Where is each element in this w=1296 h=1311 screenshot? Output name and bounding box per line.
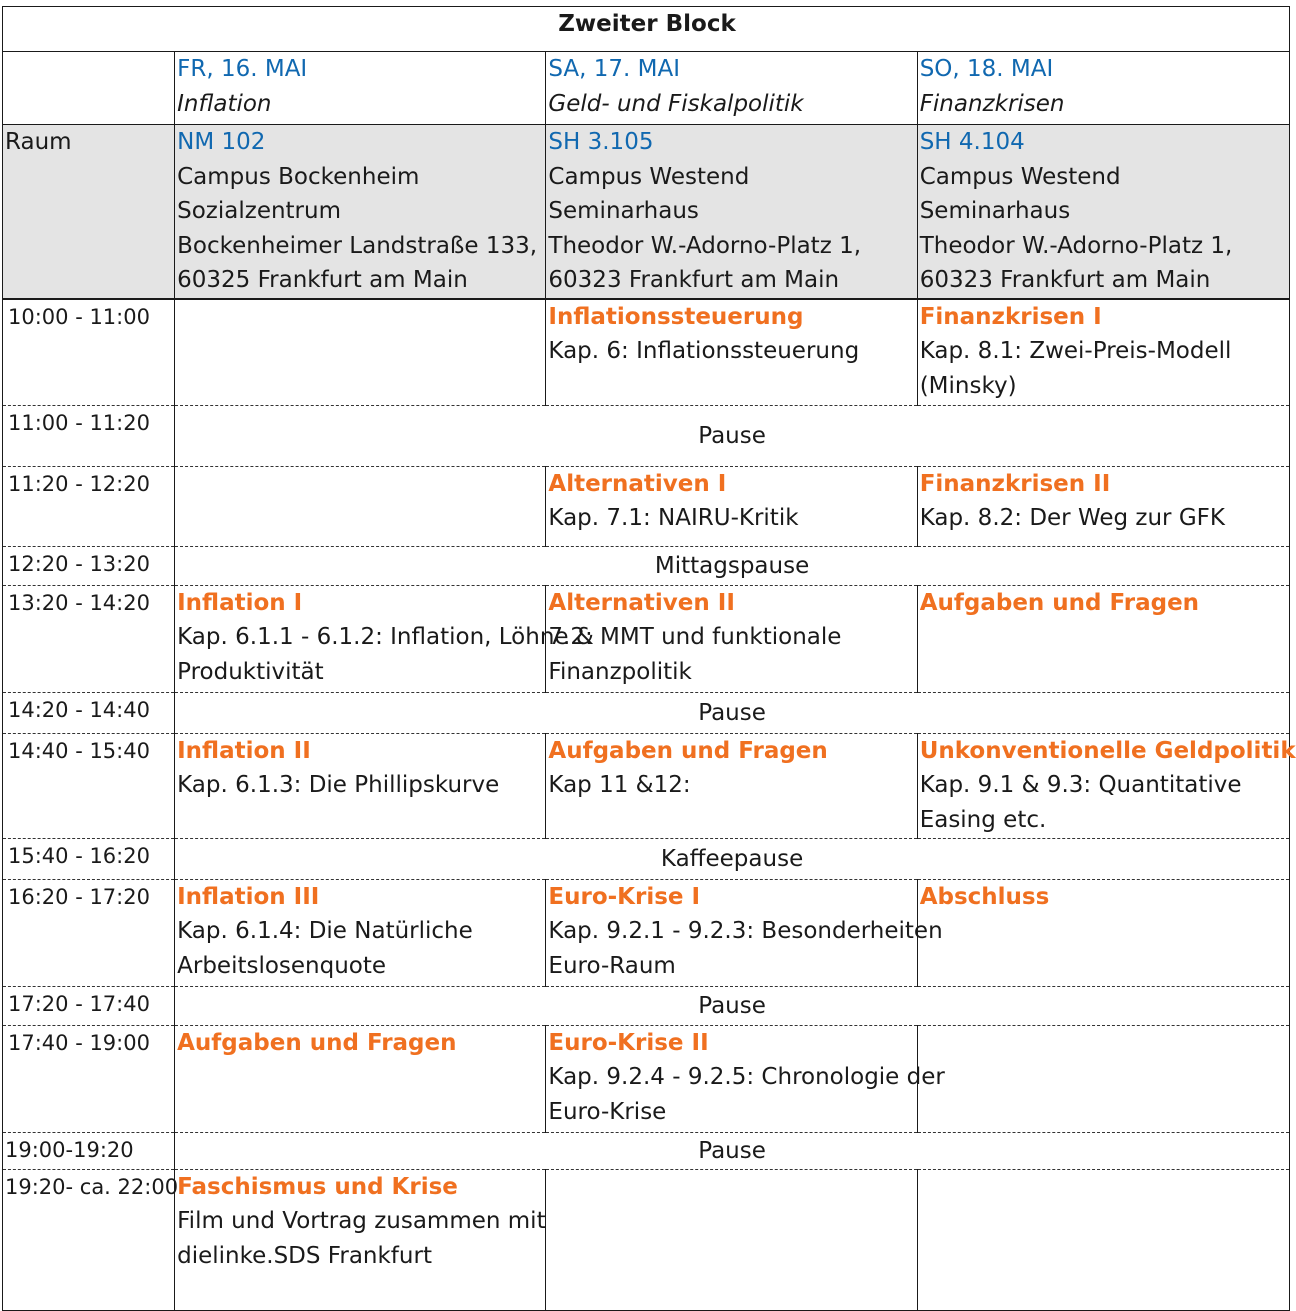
session-row xyxy=(3,733,1290,838)
session-title: Faschismus und Krise xyxy=(177,1173,458,1200)
time-cell: 12:20 - 13:20 xyxy=(3,546,175,585)
session-title: Aufgaben und Fragen xyxy=(177,1029,457,1056)
session-detail: Arbeitslosenquote xyxy=(177,952,387,979)
day-theme: Geld- und Fiskalpolitik xyxy=(548,90,804,117)
time-cell: 15:40 - 16:20 xyxy=(3,838,175,879)
session-detail: 7.2: MMT und funktionale xyxy=(548,624,842,650)
room-address-line: 60323 Frankfurt am Main xyxy=(919,267,1211,293)
empty-header-cell xyxy=(3,52,175,125)
room-address-line: Campus Westend xyxy=(548,163,750,190)
session-detail: Kap. 6: Inflationssteuerung xyxy=(548,338,860,364)
title-row xyxy=(3,7,1290,52)
session-cell xyxy=(175,585,594,692)
session-title: Alternativen II xyxy=(548,589,735,616)
time-cell: 19:20- ca. 22:00 xyxy=(3,1169,175,1310)
break-label: Pause xyxy=(698,992,766,1019)
session-row xyxy=(3,879,1290,986)
session-cell xyxy=(546,1169,917,1310)
session-cell xyxy=(546,299,917,406)
room-address-line: Seminarhaus xyxy=(548,198,699,224)
session-detail: (Minsky) xyxy=(919,372,1017,399)
session-cell xyxy=(546,879,943,986)
page-title: Zweiter Block xyxy=(3,7,1290,52)
session-detail: Kap. 6.1.4: Die Natürliche xyxy=(177,918,473,944)
room-address-line: 60325 Frankfurt am Main xyxy=(177,267,468,293)
break-label: Pause xyxy=(698,422,766,449)
session-detail: Kap. 8.2: Der Weg zur GFK xyxy=(919,505,1225,531)
session-title: Abschluss xyxy=(919,883,1050,910)
room-address-line: Campus Westend xyxy=(919,163,1121,190)
time-cell: 16:20 - 17:20 xyxy=(3,879,175,986)
pause-row xyxy=(3,838,1290,879)
session-detail: Finanzpolitik xyxy=(548,658,692,685)
session-cell xyxy=(175,466,546,546)
session-cell xyxy=(175,1025,546,1132)
day-header-row xyxy=(3,52,1290,125)
pause-row xyxy=(3,692,1290,733)
day-date: SA, 17. MAI xyxy=(548,56,681,82)
session-title: Inflation II xyxy=(177,737,311,764)
break-cell xyxy=(175,838,1290,879)
session-title: Inflation I xyxy=(177,589,303,616)
schedule-table xyxy=(2,6,1296,1311)
session-cell xyxy=(917,1025,1289,1132)
time-cell: 13:20 - 14:20 xyxy=(3,585,175,692)
pause-row xyxy=(3,986,1290,1025)
session-detail: Kap. 6.1.3: Die Phillipskurve xyxy=(177,772,500,798)
room-code: NM 102 xyxy=(177,129,266,155)
session-title: Unkonventionelle Geldpolitik xyxy=(919,737,1296,764)
session-cell xyxy=(546,733,917,838)
room-row xyxy=(3,125,1290,299)
session-cell xyxy=(917,466,1289,546)
session-detail: Easing etc. xyxy=(919,806,1047,833)
session-detail: Kap 11 &12: xyxy=(548,772,691,798)
day-header xyxy=(175,52,546,125)
time-cell: 10:00 - 11:00 xyxy=(3,299,175,406)
session-cell xyxy=(175,1169,546,1310)
session-detail: Kap. 9.2.1 - 9.2.3: Besonderheiten xyxy=(548,918,943,944)
session-cell xyxy=(546,466,917,546)
pause-row xyxy=(3,546,1290,585)
session-title: Inflation III xyxy=(177,883,320,910)
session-row xyxy=(3,1169,1290,1310)
day-theme: Finanzkrisen xyxy=(919,90,1065,117)
break-label: Mittagspause xyxy=(654,552,810,579)
break-cell xyxy=(175,546,1290,585)
session-title: Aufgaben und Fragen xyxy=(548,737,828,764)
break-cell xyxy=(175,986,1290,1025)
room-address-line: Bockenheimer Landstraße 133, xyxy=(177,232,538,259)
session-detail: dielinke.SDS Frankfurt xyxy=(177,1242,432,1269)
session-row xyxy=(3,466,1290,546)
pause-row xyxy=(3,1132,1290,1169)
day-date: SO, 18. MAI xyxy=(919,56,1054,82)
time-cell: 14:20 - 14:40 xyxy=(3,692,175,733)
session-cell xyxy=(546,1025,945,1132)
room-address-line: Theodor W.-Adorno-Platz 1, xyxy=(548,232,862,259)
day-header xyxy=(546,52,917,125)
room-address-line: Sozialzentrum xyxy=(177,198,341,224)
room-cell xyxy=(175,125,546,299)
session-title: Inflationssteuerung xyxy=(548,303,804,330)
session-cell xyxy=(546,585,917,692)
session-detail: Kap. 9.1 & 9.3: Quantitative xyxy=(919,772,1242,798)
session-row xyxy=(3,299,1290,406)
break-cell xyxy=(175,405,1290,466)
day-date: FR, 16. MAI xyxy=(177,56,308,82)
session-cell xyxy=(917,299,1289,406)
time-cell: 11:20 - 12:20 xyxy=(3,466,175,546)
session-cell xyxy=(917,1169,1289,1310)
session-cell xyxy=(175,879,546,986)
session-cell xyxy=(917,733,1296,838)
session-detail: Kap. 8.1: Zwei-Preis-Modell xyxy=(919,338,1232,364)
break-cell xyxy=(175,692,1290,733)
session-title: Alternativen I xyxy=(548,470,727,497)
session-title: Euro-Krise II xyxy=(548,1029,709,1056)
session-title: Euro-Krise I xyxy=(548,883,701,910)
room-code: SH 3.105 xyxy=(548,129,654,155)
room-cell xyxy=(917,125,1289,299)
room-address-line: Campus Bockenheim xyxy=(177,163,420,190)
session-title: Aufgaben und Fragen xyxy=(919,589,1200,616)
room-address-line: Theodor W.-Adorno-Platz 1, xyxy=(919,232,1233,259)
pause-row xyxy=(3,405,1290,466)
room-address-line: Seminarhaus xyxy=(919,198,1071,224)
time-cell: 17:20 - 17:40 xyxy=(3,986,175,1025)
room-label: Raum xyxy=(3,125,175,299)
session-row xyxy=(3,1025,1290,1132)
time-cell: 19:00-19:20 xyxy=(3,1132,175,1169)
room-address-line: 60323 Frankfurt am Main xyxy=(548,267,840,293)
session-title: Finanzkrisen I xyxy=(919,303,1102,330)
break-label: Pause xyxy=(698,699,766,726)
break-cell xyxy=(175,1132,1290,1169)
break-label: Kaffeepause xyxy=(660,845,804,872)
session-cell xyxy=(917,879,1289,986)
time-cell: 17:40 - 19:00 xyxy=(3,1025,175,1132)
session-cell xyxy=(175,733,546,838)
session-detail: Kap. 7.1: NAIRU-Kritik xyxy=(548,505,799,531)
session-detail: Euro-Krise xyxy=(548,1098,667,1125)
session-detail: Film und Vortrag zusammen mit xyxy=(177,1208,546,1234)
day-theme: Inflation xyxy=(177,90,272,117)
session-detail: Produktivität xyxy=(177,658,324,685)
day-header xyxy=(917,52,1289,125)
session-title: Finanzkrisen II xyxy=(919,470,1111,497)
time-cell: 11:00 - 11:20 xyxy=(3,405,175,466)
room-cell xyxy=(546,125,917,299)
session-detail: Kap. 9.2.4 - 9.2.5: Chronologie der xyxy=(548,1064,945,1090)
session-row xyxy=(3,585,1290,692)
time-cell: 14:40 - 15:40 xyxy=(3,733,175,838)
break-label: Pause xyxy=(698,1137,766,1164)
session-cell xyxy=(917,585,1289,692)
room-code: SH 4.104 xyxy=(919,129,1025,155)
session-detail: Kap. 6.1.1 - 6.1.2: Inflation, Löhne & xyxy=(177,624,594,650)
session-detail: Euro-Raum xyxy=(548,952,676,979)
session-cell xyxy=(175,299,546,406)
